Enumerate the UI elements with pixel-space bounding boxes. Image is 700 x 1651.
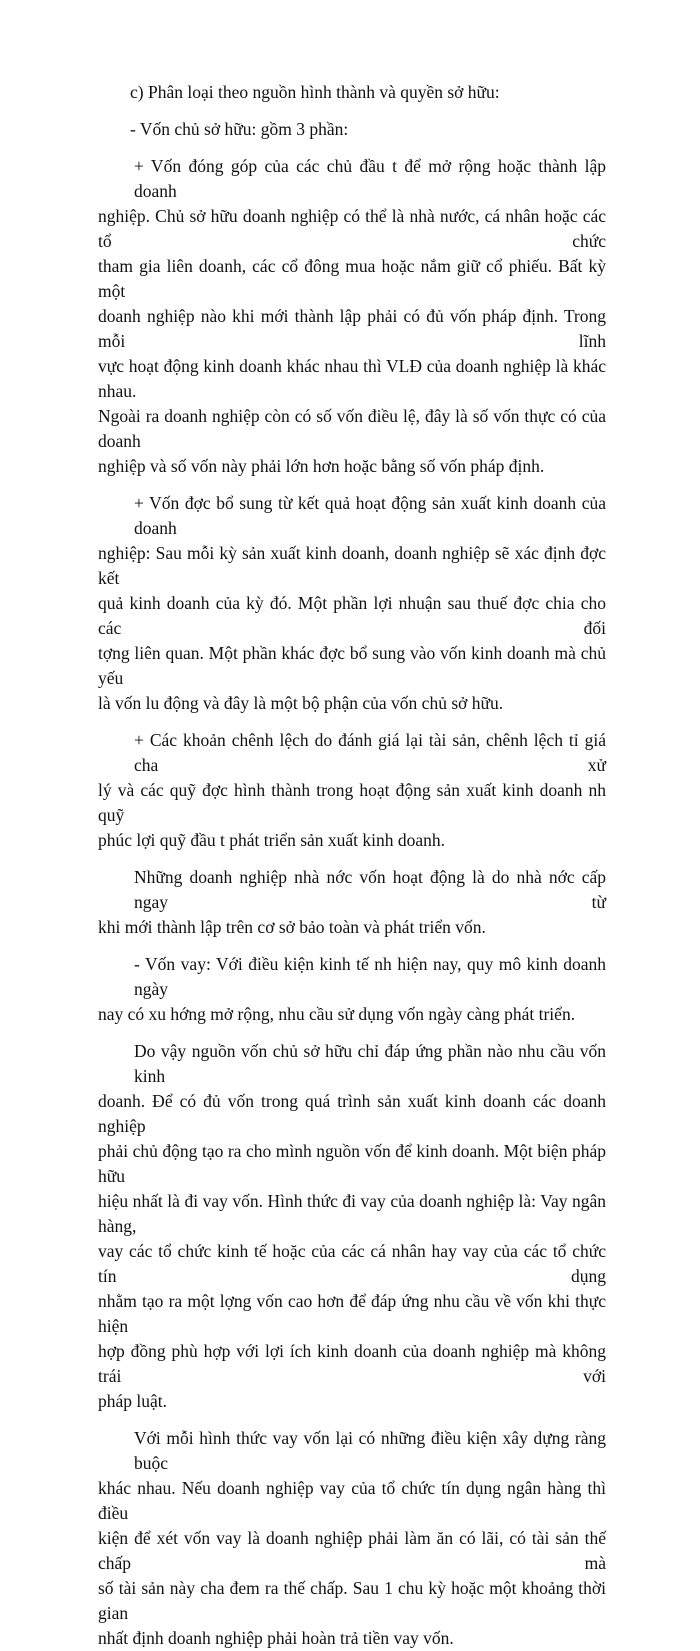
text-line: phúc lợi quỹ đầu t phát triển sản xuất kinh doanh.	[98, 830, 446, 850]
text-line: doanh nghiệp nào khi mới thành lập phải có đủ vốn pháp định. Trong mỗi lĩnh	[98, 306, 606, 351]
text-line: nghiệp và số vốn này phải lớn hơn hoặc bằng số vốn pháp định.	[98, 456, 545, 476]
text-line: là vốn lu động và đây là một bộ phận của vốn chủ sở hữu.	[98, 693, 504, 713]
text-line: Với mỗi hình thức vay vốn lại có những điều kiện xây dựng ràng buộc	[134, 1428, 606, 1473]
text-line: + Các khoản chênh lệch do đánh giá lại tài sản, chênh lệch tỉ giá cha xử	[134, 730, 606, 775]
text-line: Do vậy nguồn vốn chủ sở hữu chỉ đáp ứng phần nào nhu cầu vốn kinh	[134, 1041, 606, 1086]
text-line: - Vốn vay: Với điều kiện kinh tế nh hiện nay, quy mô kinh doanh ngày	[134, 954, 606, 999]
text-line: + Vốn đợc bổ sung từ kết quả hoạt động sản xuất kinh doanh của doanh	[134, 493, 606, 538]
text-line: hợp đồng phù hợp với lợi ích kinh doanh của doanh nghiệp mà không trái với	[98, 1341, 606, 1386]
text-line: nghiệp. Chủ sở hữu doanh nghiệp có thể là nhà nước, cá nhân hoặc các tổ chức	[98, 206, 606, 251]
text-line: hiệu nhất là đi vay vốn. Hình thức đi vay của doanh nghiệp là: Vay ngân hàng,	[98, 1191, 606, 1236]
text-line: nhằm tạo ra một lợng vốn cao hơn để đáp ứng nhu cầu về vốn khi thực hiện	[98, 1291, 606, 1336]
text-line: nghiệp: Sau mỗi kỳ sản xuất kinh doanh, doanh nghiệp sẽ xác định đợc kết	[98, 543, 606, 588]
text-line: quả kinh doanh của kỳ đó. Một phần lợi nhuận sau thuế đợc chia cho các đối	[98, 593, 606, 638]
text-line: kiện để xét vốn vay là doanh nghiệp phải làm ăn có lãi, có tài sản thế chấp mà	[98, 1528, 606, 1573]
spacer	[98, 716, 606, 728]
owner-capital-intro: - Vốn chủ sở hữu: gồm 3 phần:	[130, 119, 349, 139]
paragraph-borrowed-capital	[98, 952, 606, 1027]
text-line: nhất định doanh nghiệp phải hoàn trả tiền vay vốn.	[98, 1628, 454, 1648]
spacer	[98, 853, 606, 865]
text-line: số tài sản này cha đem ra thế chấp. Sau 1 chu kỳ hoặc một khoảng thời gian	[98, 1578, 606, 1623]
text-line: Những doanh nghiệp nhà nớc vốn hoạt động là do nhà nớc cấp ngay từ	[134, 867, 606, 912]
spacer	[98, 940, 606, 952]
spacer	[98, 142, 606, 154]
paragraph-borrowing-forms	[98, 1039, 606, 1414]
paragraph-revaluation	[98, 728, 606, 853]
text-line: vực hoạt động kinh doanh khác nhau thì VLĐ của doanh nghiệp là khác nhau.	[98, 356, 606, 401]
text-line: tợng liên quan. Một phần khác đợc bổ sung vào vốn kinh doanh mà chủ yếu	[98, 643, 606, 688]
text-line: vay các tổ chức kinh tế hoặc của các cá nhân hay vay của các tổ chức tín dụng	[98, 1241, 606, 1286]
paragraph-loan-conditions	[98, 1426, 606, 1651]
text-line: + Vốn đóng góp của các chủ đầu t để mở rộng hoặc thành lập doanh	[134, 156, 606, 201]
spacer	[98, 479, 606, 491]
paragraph-state-enterprises	[98, 865, 606, 940]
text-line: pháp luật.	[98, 1391, 168, 1411]
text-line: nay có xu hớng mở rộng, nhu cầu sử dụng vốn ngày càng phát triển.	[98, 1004, 576, 1024]
text-line: khi mới thành lập trên cơ sở bảo toàn và phát triển vốn.	[98, 917, 486, 937]
paragraph-retained-earnings	[98, 491, 606, 716]
paragraph-contributed-capital	[98, 154, 606, 479]
text-line: lý và các quỹ đợc hình thành trong hoạt động sản xuất kinh doanh nh quỹ	[98, 780, 606, 825]
text-line: khác nhau. Nếu doanh nghiệp vay của tổ chức tín dụng ngân hàng thì điều	[98, 1478, 606, 1523]
text-line: phải chủ động tạo ra cho mình nguồn vốn để kinh doanh. Một biện pháp hữu	[98, 1141, 606, 1186]
text-line: tham gia liên doanh, các cổ đông mua hoặc nắm giữ cổ phiếu. Bất kỳ một	[98, 256, 606, 301]
spacer	[98, 1027, 606, 1039]
section-heading: c) Phân loại theo nguồn hình thành và quyền sở hữu:	[130, 82, 500, 102]
text-line: Ngoài ra doanh nghiệp còn có số vốn điều lệ, đây là số vốn thực có của doanh	[98, 406, 606, 451]
spacer	[98, 1414, 606, 1426]
text-line: doanh. Để có đủ vốn trong quá trình sản xuất kinh doanh các doanh nghiệp	[98, 1091, 606, 1136]
spacer	[98, 105, 606, 117]
